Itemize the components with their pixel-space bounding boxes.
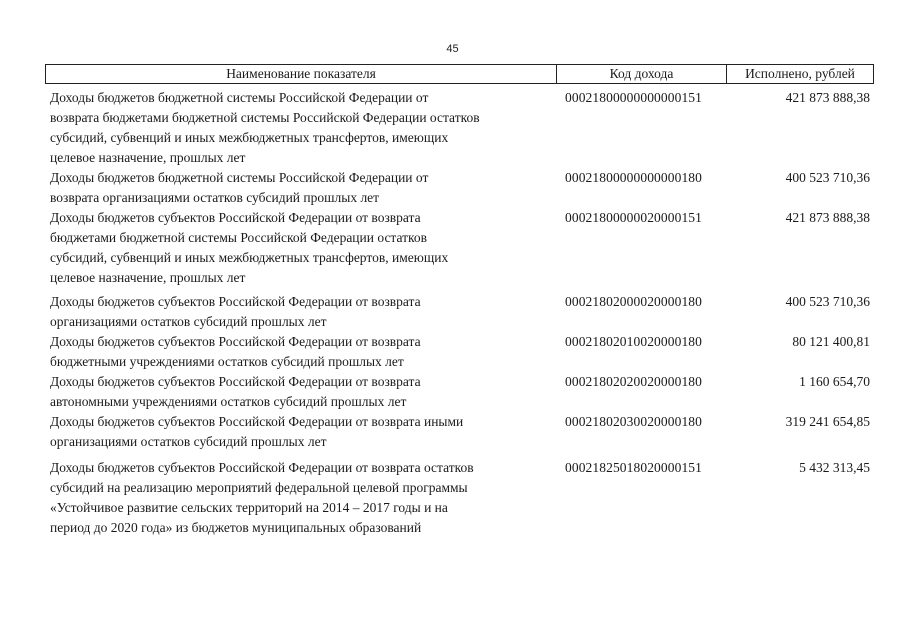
row-amount: 1 160 654,70 <box>799 374 870 389</box>
header-amount: Исполнено, рублей <box>745 66 855 82</box>
row-name <box>45 332 555 372</box>
row-name-line: субсидий на реализацию мероприятий федеральной целевой программы <box>50 480 468 495</box>
row-name <box>45 458 555 538</box>
row-name-line: «Устойчивое развитие сельских территорий на 2014 – 2017 годы и на <box>50 500 448 515</box>
row-name <box>45 88 555 168</box>
table-row <box>45 208 874 288</box>
row-name-line: Доходы бюджетов бюджетной системы Российской Федерации от <box>50 90 429 105</box>
row-name-line: бюджетами бюджетной системы Российской Федерации остатков <box>50 230 428 245</box>
page-number: 45 <box>446 43 459 55</box>
table-header <box>45 64 874 84</box>
row-name-line: целевое назначение, прошлых лет <box>50 270 246 285</box>
row-name-line: Доходы бюджетов бюджетной системы Российской Федерации от <box>50 170 429 185</box>
row-name <box>45 292 555 332</box>
row-amount: 421 873 888,38 <box>785 210 870 225</box>
row-name-line: Доходы бюджетов субъектов Российской Федерации от возврата <box>50 334 421 349</box>
row-name-line: Доходы бюджетов субъектов Российской Федерации от возврата <box>50 374 421 389</box>
row-amount: 421 873 888,38 <box>785 90 870 105</box>
row-code: 00021802020020000180 <box>565 374 702 389</box>
row-amount: 80 121 400,81 <box>792 334 870 349</box>
row-code: 00021802030020000180 <box>565 414 702 429</box>
table-row <box>45 332 874 372</box>
row-code: 00021802000020000180 <box>565 294 702 309</box>
row-code: 00021800000000000151 <box>565 90 702 105</box>
table-row <box>45 292 874 332</box>
row-name-line: период до 2020 года» из бюджетов муниципальных образований <box>50 520 422 535</box>
row-name <box>45 208 555 288</box>
row-code: 00021800000020000151 <box>565 210 702 225</box>
row-name-line: Доходы бюджетов субъектов Российской Федерации от возврата остатков <box>50 460 474 475</box>
table-row <box>45 88 874 168</box>
row-name-line: возврата организациями остатков субсидий прошлых лет <box>50 190 380 205</box>
row-name-line: целевое назначение, прошлых лет <box>50 150 246 165</box>
row-amount: 400 523 710,36 <box>785 294 870 309</box>
table-row <box>45 458 874 538</box>
row-name <box>45 372 555 412</box>
row-name-line: автономными учреждениями остатков субсидий прошлых лет <box>50 394 407 409</box>
row-name-line: субсидий, субвенций и иных межбюджетных трансфертов, имеющих <box>50 250 449 265</box>
row-amount: 5 432 313,45 <box>799 460 870 475</box>
header-name: Наименование показателя <box>46 65 557 83</box>
row-amount: 319 241 654,85 <box>785 414 870 429</box>
row-name-line: Доходы бюджетов субъектов Российской Федерации от возврата <box>50 294 421 309</box>
row-name-line: возврата бюджетами бюджетной системы Российской Федерации остатков <box>50 110 480 125</box>
row-name-line: Доходы бюджетов субъектов Российской Федерации от возврата <box>50 210 421 225</box>
row-code: 00021802010020000180 <box>565 334 702 349</box>
row-name-line: Доходы бюджетов субъектов Российской Федерации от возврата иными <box>50 414 464 429</box>
row-code: 00021800000000000180 <box>565 170 702 185</box>
row-name-line: организациями остатков субсидий прошлых лет <box>50 314 327 329</box>
table-row <box>45 168 874 208</box>
row-name <box>45 168 555 208</box>
row-amount: 400 523 710,36 <box>785 170 870 185</box>
header-code: Код дохода <box>557 65 727 83</box>
row-name <box>45 412 555 452</box>
row-name-line: субсидий, субвенций и иных межбюджетных трансфертов, имеющих <box>50 130 449 145</box>
row-name-line: бюджетными учреждениями остатков субсидий прошлых лет <box>50 354 404 369</box>
row-code: 00021825018020000151 <box>565 460 702 475</box>
table-row <box>45 412 874 452</box>
row-name-line: организациями остатков субсидий прошлых лет <box>50 434 327 449</box>
table-row <box>45 372 874 412</box>
